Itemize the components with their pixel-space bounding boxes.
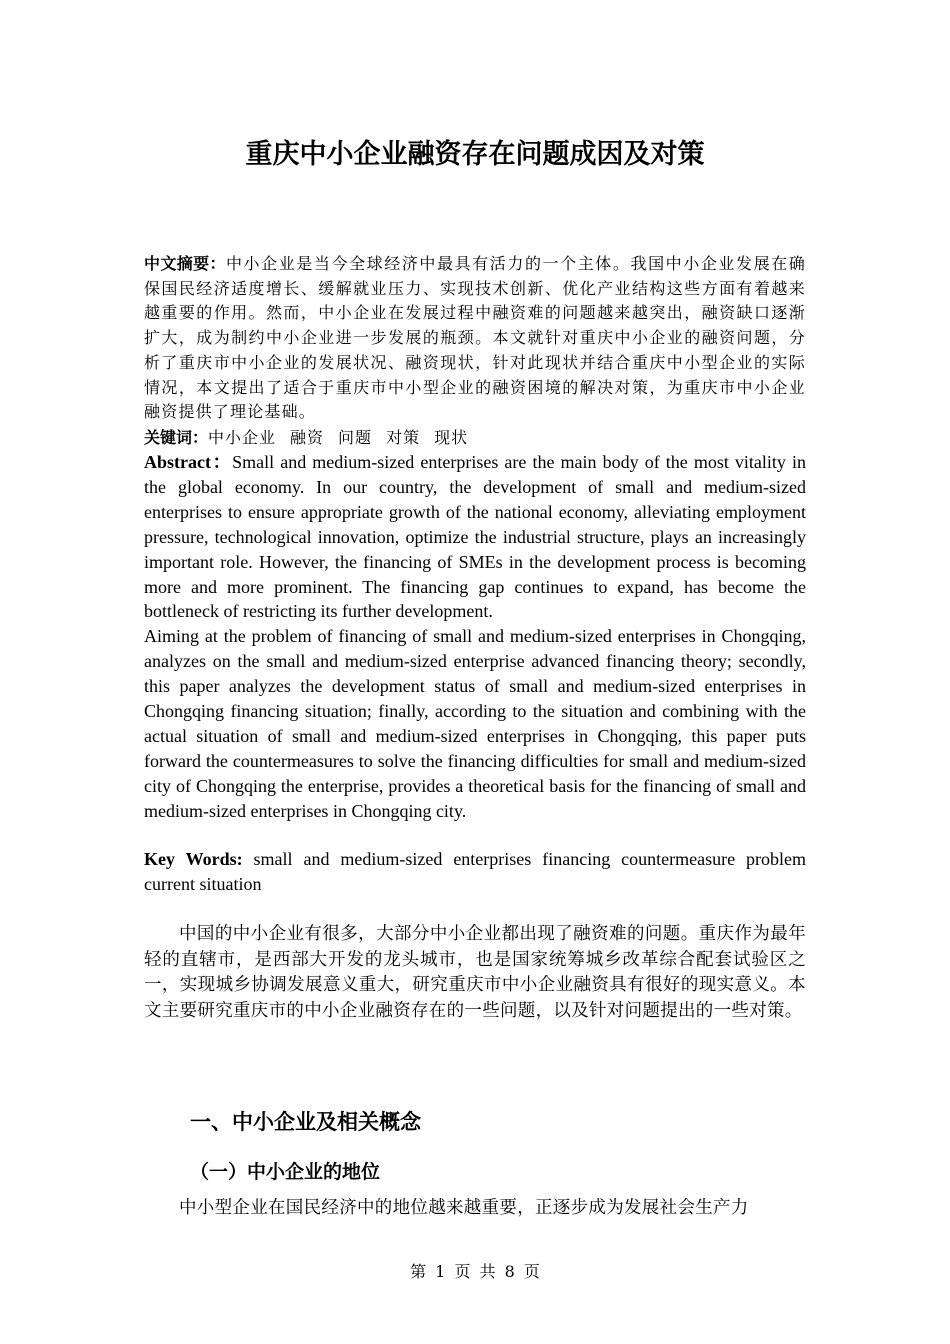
keyword: 现状 [434,428,469,447]
chinese-abstract-text: 中小企业是当今全球经济中最具有活力的一个主体。我国中小企业发展在确保国民经济适度增长、缓解就业压力、实现技术创新、优化产业结构这些方面有着越来越重要的作用。然而，中小企业在发展过程中融资难的问题越来越突出，融资缺口逐渐扩大，成为制约中小企业进一步发展的瓶颈。本文就针对重庆中小企业的融资问题，分析了重庆市中小企业的发展状况、融资现状，针对此现状并结合重庆中小型企业的实际情况，本文提出了适合于重庆市中小型企业的融资困境的解决对策，为重庆市中小企业融资提供了理论基础。 [144,254,806,422]
english-abstract [144,450,806,824]
chinese-abstract [144,252,806,425]
section-heading: 一、中小企业及相关概念 [190,1110,421,1134]
english-keywords-label: Key Words: [144,849,243,869]
page-footer: 第 1 页 共 8 页 [410,1262,540,1281]
chinese-keywords-label: 关键词： [144,428,209,447]
keyword: 问题 [338,428,373,447]
english-abstract-label: Abstract： [144,452,233,472]
english-keywords-text: small and medium-sized enterprises financing countermeasure problem current situation [144,849,806,894]
keyword: 中小企业 [208,428,277,447]
english-abstract-paragraph [144,450,806,624]
keyword: 对策 [386,428,421,447]
chinese-keywords [144,426,806,450]
intro-paragraph: 中国的中小企业有很多，大部分中小企业都出现了融资难的问题。重庆作为最年轻的直辖市，是西部大开发的龙头城市，也是国家统筹城乡改革综合配套试验区之一，实现城乡协调发展意义重大，研究重庆市中小企业融资具有很好的现实意义。本文主要研究重庆市的中小企业融资存在的一些问题，以及针对问题提出的一些对策。 [144,924,806,1021]
english-abstract-text-1: Small and medium-sized enterprises are the main body of the most vitality in the global economy. In our country, the development of small and medium-sized enterprises to ensure appropriate growth of the national economy, alleviating employment pressure, technological innovation, optimize the industrial structure, plays an increasingly important role. However, the financing of SMEs in the development process is becoming more and more prominent. The financing gap continues to expand, has become the bottleneck of restricting its further development. [144,452,807,622]
body-paragraph: 中小型企业在国民经济中的地位越来越重要，正逐步成为发展社会生产力 [179,1198,749,1218]
english-keywords [144,847,806,897]
keyword: 融资 [290,428,325,447]
chinese-abstract-label: 中文摘要： [144,254,226,273]
english-abstract-paragraph-2: Aiming at the problem of financing of small and medium-sized enterprises in Chongqing, analyzes on the small and medium-sized enterprise advanced financing theory; secondly, this paper analyzes the development status of small and medium-sized enterprises in Chongqing financing situation; finally, according to the situation and combining with the actual situation of small and medium-sized enterprises in Chongqing, this paper puts forward the countermeasures to solve the financing difficulties for small and medium-sized city of Chongqing the enterprise, provides a theoretical basis for the financing of small and medium-sized enterprises in Chongqing city. [144,626,806,821]
document-title: 重庆中小企业融资存在问题成因及对策 [245,139,705,170]
subsection-heading: （一）中小企业的地位 [190,1161,381,1183]
